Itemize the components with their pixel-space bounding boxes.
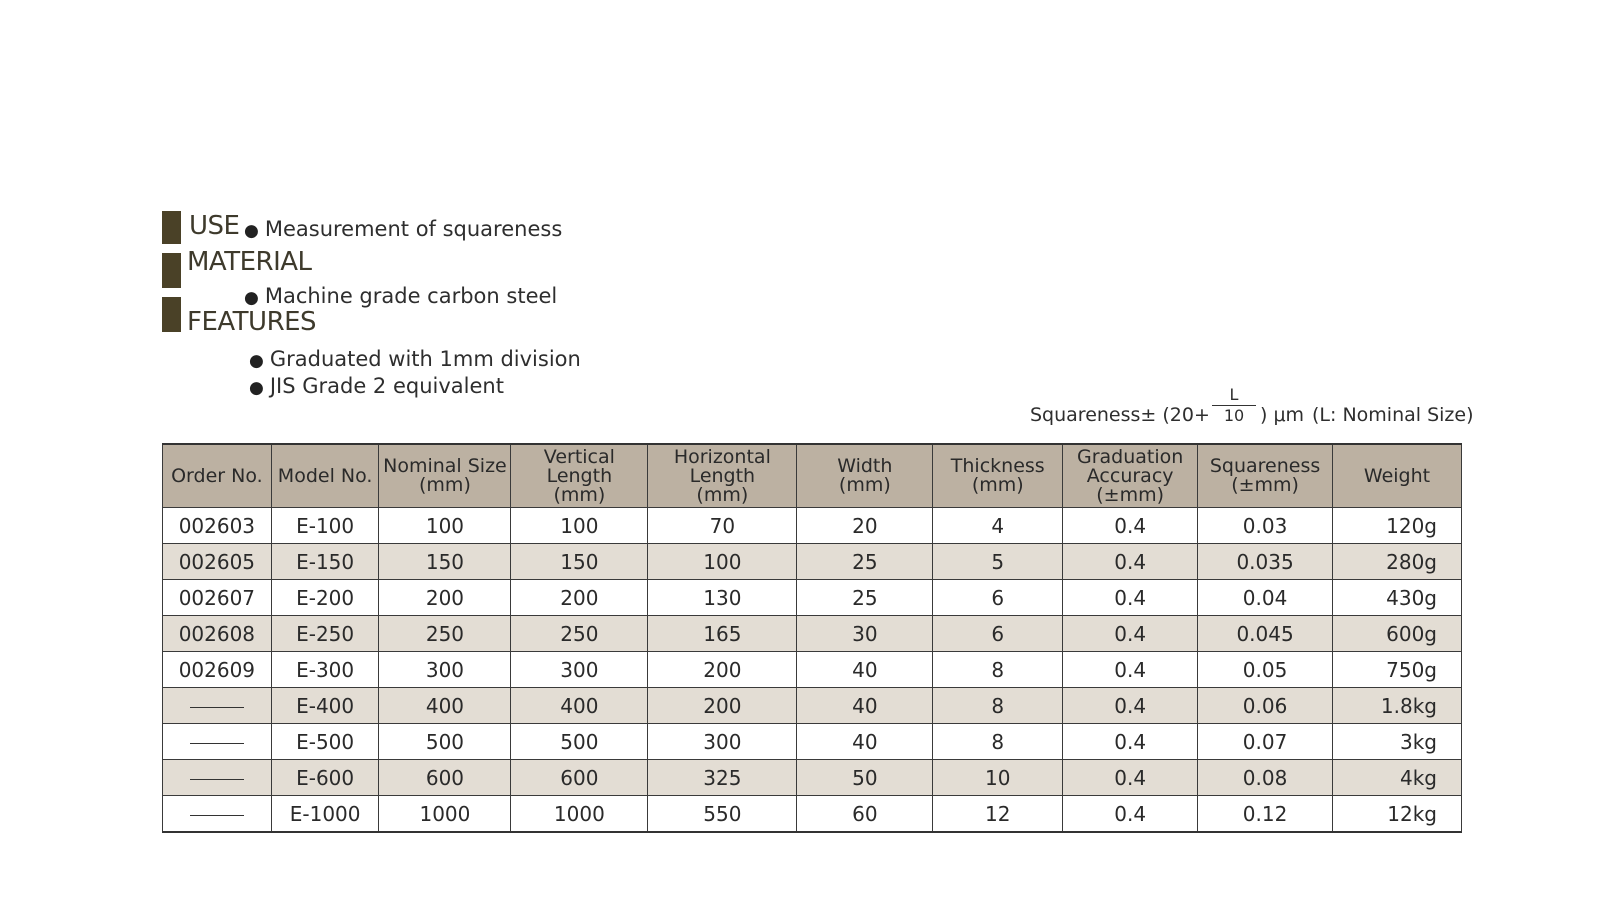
column-header-line: (mm) [696,483,749,506]
column-header-line: (mm) [419,474,471,496]
formula-prefix: Squareness± (20+ [1030,404,1210,426]
table-cell: 0.07 [1198,724,1333,760]
bullet-icon: ● [249,378,264,398]
formula-denominator: 10 [1223,406,1245,425]
table-cell: 4kg [1333,760,1462,796]
table-cell: 300 [511,652,648,688]
table-cell: 500 [511,724,648,760]
table-cell: 0.035 [1198,544,1333,580]
table-cell: 002605 [163,544,272,580]
bullet-icon: ● [249,351,264,371]
table-cell: 100 [379,508,511,544]
table-row [163,652,1462,688]
column-header [797,444,933,508]
table-cell: 250 [511,616,648,652]
table-cell: 100 [648,544,797,580]
table-cell: E-1000 [271,796,379,833]
table-cell: 25 [797,544,933,580]
material-heading: MATERIAL [187,247,312,277]
table-row [163,544,1462,580]
table-cell: 550 [648,796,797,833]
table-cell: 600 [379,760,511,796]
table-cell: 130 [648,580,797,616]
table-cell: E-100 [271,508,379,544]
table-cell: 200 [511,580,648,616]
table-cell: 0.4 [1063,724,1198,760]
table-cell: 325 [648,760,797,796]
column-header [271,444,379,508]
features-bullet-text: Graduated with 1mm division [269,347,581,371]
table-cell: 120g [1333,508,1462,544]
table-cell: 8 [933,688,1063,724]
table-cell: 1000 [379,796,511,833]
column-header [933,444,1063,508]
column-header-line: Squareness [1209,455,1321,477]
table-cell: 8 [933,724,1063,760]
table-cell: 400 [511,688,648,724]
column-header [1198,444,1333,508]
table-cell: 1.8kg [1333,688,1462,724]
column-header-line: (±mm) [1096,483,1165,506]
column-header-line: (mm) [553,483,606,506]
column-header-line: (mm) [838,474,891,496]
column-header-line: Model No. [277,464,373,487]
table-cell: E-150 [271,544,379,580]
table-cell: 0.4 [1063,652,1198,688]
table-row [163,688,1462,724]
table-cell: 430g [1333,580,1462,616]
table-cell [163,760,272,796]
table-cell: E-400 [271,688,379,724]
formula-numerator: L [1229,385,1239,404]
table-cell: 8 [933,652,1063,688]
table-cell: 20 [797,508,933,544]
formula-fraction [1212,386,1256,425]
features-bullet [249,347,581,371]
column-header [1063,444,1198,508]
column-header-line: Horizontal [673,445,771,468]
use-bullet-text: Measurement of squareness [264,217,563,241]
column-header-line: Weight [1363,464,1431,487]
table-cell: 165 [648,616,797,652]
table-cell: 0.4 [1063,796,1198,833]
use-heading: USE [189,211,240,241]
specification-table [162,443,1462,833]
table-cell: 0.4 [1063,688,1198,724]
table-cell: 280g [1333,544,1462,580]
table-cell: 70 [648,508,797,544]
bullet-icon: ● [244,221,259,241]
column-header-line: (±mm) [1231,474,1299,496]
table-cell: 250 [379,616,511,652]
formula-suffix: ) μm [1260,404,1305,426]
material-bullet [244,284,557,308]
table-cell: 500 [379,724,511,760]
column-header [163,444,272,508]
table-cell: 150 [511,544,648,580]
table-cell: 200 [379,580,511,616]
table-cell: E-250 [271,616,379,652]
features-section-marker [162,297,181,332]
table-cell [163,724,272,760]
column-header-line: (mm) [971,474,1024,496]
table-cell [163,688,272,724]
table-cell: 0.4 [1063,760,1198,796]
table-row [163,724,1462,760]
material-bullet-text: Machine grade carbon steel [264,284,558,308]
features-bullet [249,374,504,398]
table-cell: 0.4 [1063,616,1198,652]
table-header-row [163,444,1462,508]
table-row [163,760,1462,796]
table-cell: E-500 [271,724,379,760]
table-cell: 0.4 [1063,580,1198,616]
table-cell: 40 [797,688,933,724]
table-cell: 200 [648,652,797,688]
table-cell: E-600 [271,760,379,796]
table-row [163,580,1462,616]
table-cell: 25 [797,580,933,616]
table-cell: 300 [379,652,511,688]
table-row [163,616,1462,652]
table-cell: 5 [933,544,1063,580]
column-header [511,444,648,508]
table-cell: 1000 [511,796,648,833]
table-cell: 0.03 [1198,508,1333,544]
table-cell: 150 [379,544,511,580]
column-header-line: Width [837,455,893,477]
column-header-line: Length [689,464,756,487]
table-cell: E-200 [271,580,379,616]
table-row [163,508,1462,544]
table-cell: 0.045 [1198,616,1333,652]
table-cell: 100 [511,508,648,544]
table-cell: 400 [379,688,511,724]
table-cell: 6 [933,616,1063,652]
features-heading: FEATURES [187,307,317,337]
material-section-marker [162,253,181,288]
table-cell: 200 [648,688,797,724]
table-cell: 6 [933,580,1063,616]
table-cell: 12 [933,796,1063,833]
table-cell [163,796,272,833]
table-cell: 0.4 [1063,508,1198,544]
table-cell: 0.06 [1198,688,1333,724]
column-header-line: Vertical Length [543,445,615,487]
use-section-marker [162,211,181,244]
table-cell: 750g [1333,652,1462,688]
table-cell: 600g [1333,616,1462,652]
table-cell: 002609 [163,652,272,688]
table-cell: 12kg [1333,796,1462,833]
column-header-line: Nominal Size [383,455,507,477]
table-cell: E-300 [271,652,379,688]
table-cell: 0.05 [1198,652,1333,688]
table-cell: 10 [933,760,1063,796]
table-cell: 40 [797,652,933,688]
column-header-line: Graduation [1076,445,1184,468]
table-cell: 600 [511,760,648,796]
table-cell: 3kg [1333,724,1462,760]
table-cell: 002603 [163,508,272,544]
column-header [379,444,511,508]
table-row [163,796,1462,833]
bullet-icon: ● [244,288,259,308]
table-cell: 0.12 [1198,796,1333,833]
table-cell: 300 [648,724,797,760]
table-cell: 0.4 [1063,544,1198,580]
table-cell: 0.08 [1198,760,1333,796]
table-cell: 60 [797,796,933,833]
column-header-line: Order No. [171,464,263,487]
features-bullet-text: JIS Grade 2 equivalent [269,374,504,398]
table-cell: 30 [797,616,933,652]
column-header [1333,444,1462,508]
table-body [163,508,1462,833]
table-cell: 002608 [163,616,272,652]
use-bullet [244,217,562,241]
column-header-line: Accuracy [1086,464,1174,487]
formula-note: (L: Nominal Size) [1312,404,1474,426]
column-header-line: Thickness [950,455,1045,477]
table-cell: 4 [933,508,1063,544]
column-header [648,444,797,508]
table-cell: 0.04 [1198,580,1333,616]
table-cell: 40 [797,724,933,760]
table-cell: 50 [797,760,933,796]
table-cell: 002607 [163,580,272,616]
